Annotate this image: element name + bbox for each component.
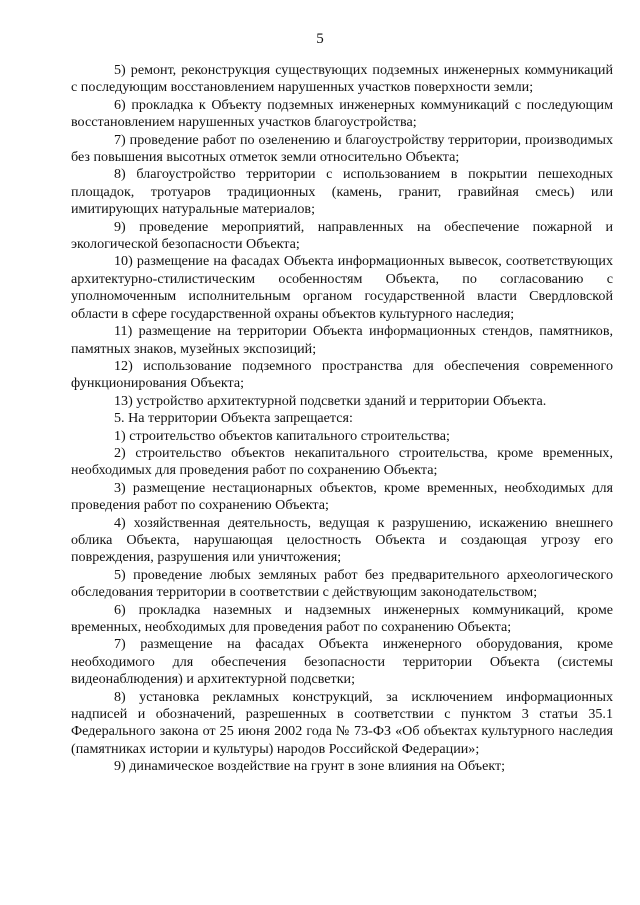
list-item: 5) ремонт, реконструкция существующих подземных инженерных коммуникаций с последующим восстановлением нарушенных участков поверхности земли; xyxy=(71,62,613,96)
list-item: 8) благоустройство территории с использованием в покрытии пешеходных площадок, тротуаров традиционных (камень, гранит, гравийная смесь) или имитирующих натуральные материалов; xyxy=(71,166,613,218)
list-item: 1) строительство объектов капитального строительства; xyxy=(114,427,450,444)
page-number: 5 xyxy=(316,31,324,47)
list-item: 2) строительство объектов некапитального строительства, кроме временных, необходимых для проведения работ по сохранению Объекта; xyxy=(71,444,613,479)
list-item: 8) установка рекламных конструкций, за исключением информационных надписей и обозначений, разрешенных в соответствии с пунктом 3 статьи 35.1 Федерального закона от 25 июня 2002 года № 73-ФЗ «Об объектах культурного наследия (памятниках истории и культуры) народов Российской Федерации»; xyxy=(71,688,613,757)
list-item: 13) устройство архитектурной подсветки зданий и территории Объекта. xyxy=(114,392,547,409)
list-item: 7) размещение на фасадах Объекта инженерного оборудования, кроме необходимого для обеспечения безопасности территории Объекта (системы видеонаблюдения) и архитектурной подсветки; xyxy=(71,636,613,688)
list-item: 11) размещение на территории Объекта информационных стендов, памятников, памятных знаков, музейных экспозиций; xyxy=(71,323,613,357)
section-heading: 5. На территории Объекта запрещается: xyxy=(114,410,353,427)
list-item: 9) динамическое воздействие на грунт в зоне влияния на Объект; xyxy=(114,758,506,775)
document-body xyxy=(71,62,613,776)
list-item: 10) размещение на фасадах Объекта информационных вывесок, соответствующих архитектурно-стилистическим особенностям Объекта, по согласованию с уполномоченным исполнительным органом государственной власти Свердловской области в сфере государственной охраны объектов культурного наследия; xyxy=(71,253,613,322)
list-item: 6) прокладка к Объекту подземных инженерных коммуникаций с последующим восстановлением нарушенных участков благоустройства; xyxy=(71,96,613,131)
list-item: 3) размещение нестационарных объектов, кроме временных, необходимых для проведения работ по сохранению Объекта; xyxy=(71,479,613,514)
list-item: 6) прокладка наземных и надземных инженерных коммуникаций, кроме временных, необходимых для проведения работ по сохранению Объекта; xyxy=(71,601,613,635)
list-item: 5) проведение любых земляных работ без предварительного археологического обследования территории в соответствии с действующим законодательством; xyxy=(71,566,613,601)
list-item: 4) хозяйственная деятельность, ведущая к разрушению, искажению внешнего облика Объекта, нарушающая целостность Объекта и создающая угрозу его повреждения, разрушения или уничтожения; xyxy=(71,514,613,566)
list-item: 9) проведение мероприятий, направленных на обеспечение пожарной и экологической безопасности Объекта; xyxy=(71,218,613,253)
list-item: 12) использование подземного пространства для обеспечения современного функционирования Объекта; xyxy=(71,357,613,392)
list-item: 7) проведение работ по озеленению и благоустройству территории, производимых без повышения высотных отметок земли относительно Объекта; xyxy=(71,131,613,166)
